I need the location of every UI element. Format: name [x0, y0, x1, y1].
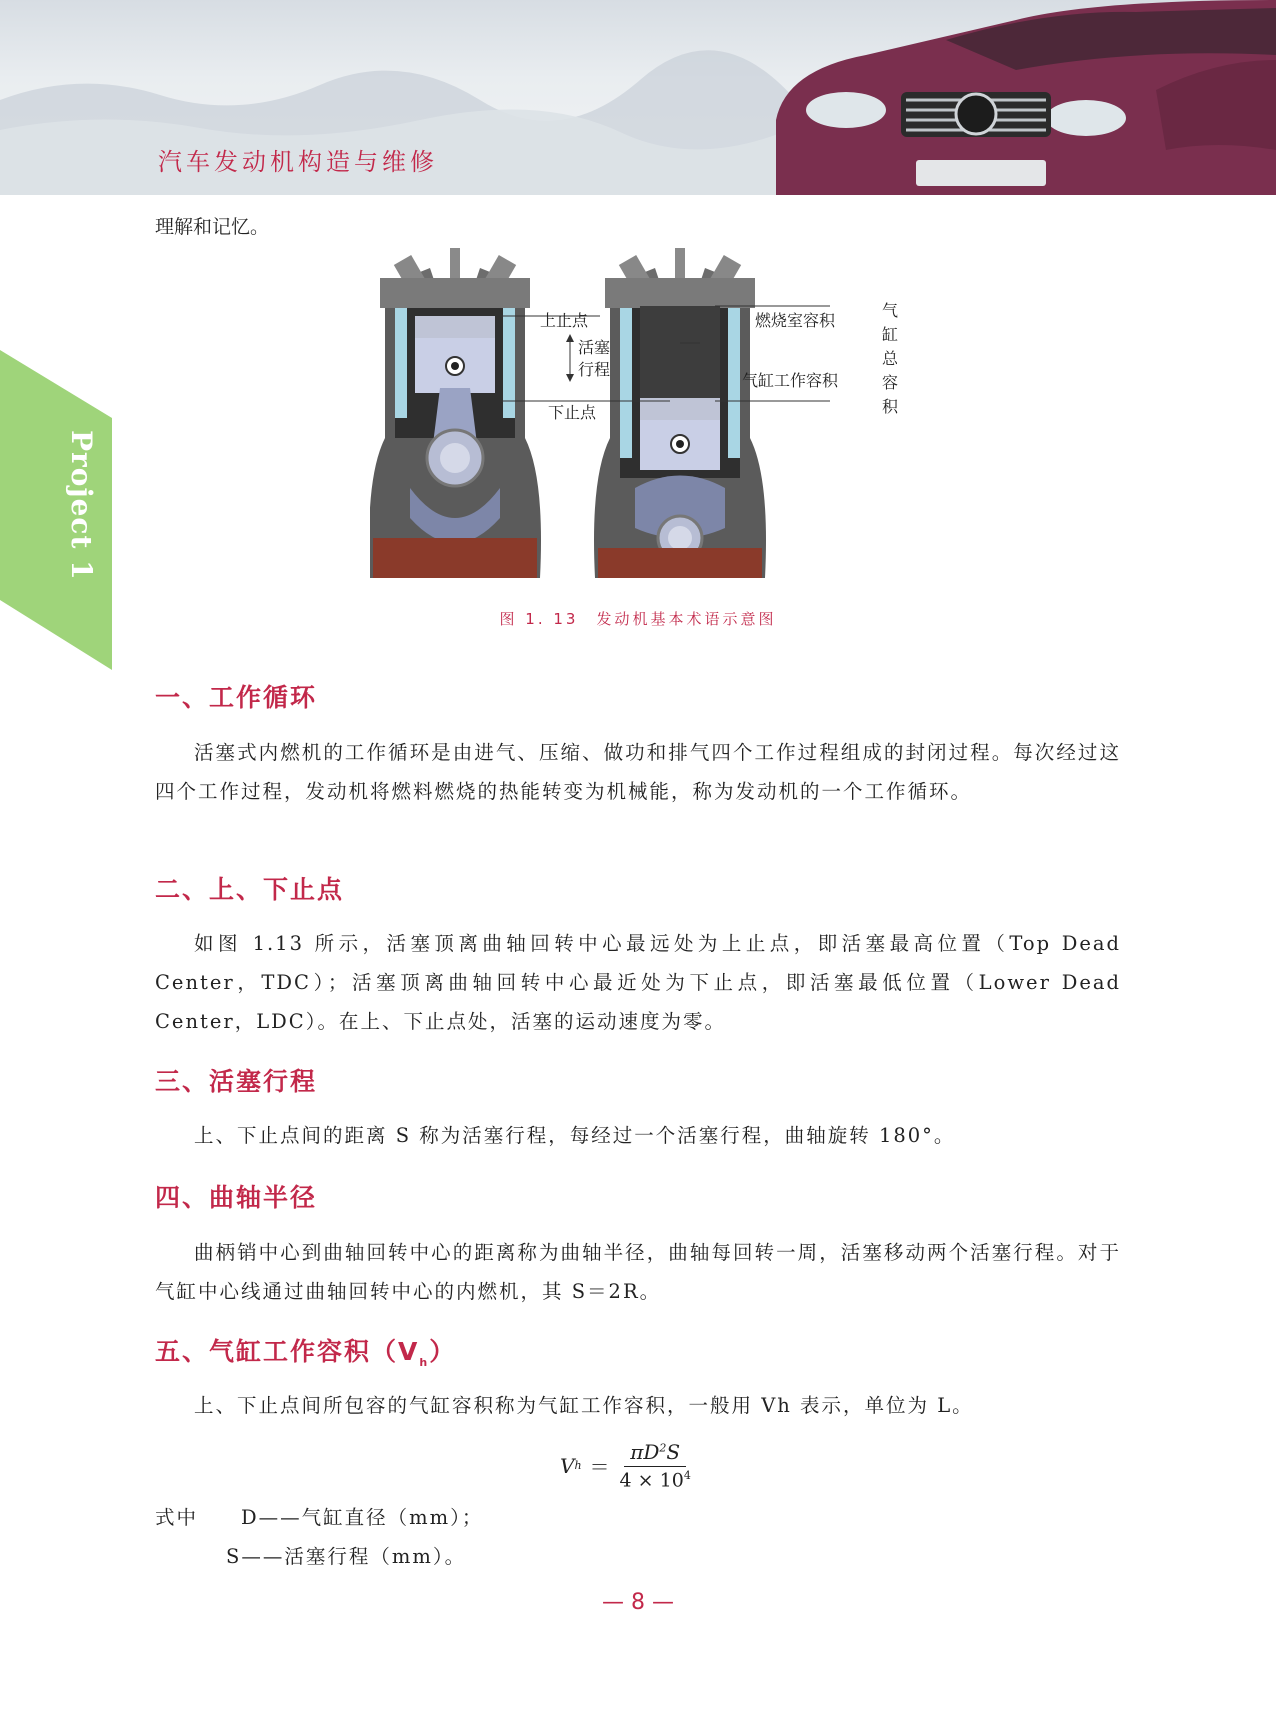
formula-num-sup: 2 — [659, 1441, 667, 1455]
book-title: 汽车发动机构造与维修 — [158, 148, 438, 176]
where-label: 式中 — [155, 1506, 199, 1529]
label-total-volume-2: 缸 — [882, 325, 899, 344]
section-heading-2: 二、上、下止点 — [155, 875, 345, 904]
label-stroke-2: 行程 — [578, 360, 611, 379]
volume-formula — [560, 1440, 691, 1491]
label-stroke-1: 活塞 — [578, 338, 611, 357]
formula-num-end: S — [666, 1440, 681, 1464]
engine-diagram — [370, 248, 910, 598]
formula-den: 4 × 10 — [619, 1469, 684, 1492]
formula-den-sup: 4 — [683, 1469, 691, 1482]
figure-caption: 图 1. 13 发动机基本术语示意图 — [499, 610, 777, 628]
label-total-volume-4: 容 — [882, 373, 899, 392]
car-image — [716, 0, 1276, 195]
section-text-3: 上、下止点间的距离 S 称为活塞行程，每经过一个活塞行程，曲轴旋转 180°。 — [194, 1124, 956, 1147]
engine-bdc-illustration — [594, 248, 766, 578]
section-heading-5-sub: h — [419, 1356, 430, 1369]
formula-lhs: V — [560, 1453, 575, 1478]
intro-text: 理解和记忆。 — [155, 216, 270, 238]
formula-num: πD — [630, 1440, 660, 1464]
label-total-volume-3: 总 — [882, 349, 899, 368]
formula-lhs-sub: h — [574, 1459, 582, 1473]
label-bdc: 下止点 — [548, 403, 597, 422]
label-tdc: 上止点 — [540, 311, 589, 330]
label-total-volume-5: 积 — [882, 397, 899, 416]
section-text-4: 曲柄销中心到曲轴回转中心的距离称为曲轴半径，曲轴每回转一周，活塞移动两个活塞行程。对于气缸中心线通过曲轴回转中心的内燃机，其 S＝2R。 — [155, 1241, 1121, 1303]
where-line-1: D——气缸直径（mm）； — [241, 1506, 484, 1529]
section-text-2: 如图 1.13 所示，活塞顶离曲轴回转中心最远处为上止点，即活塞最高位置（Top Dead Center，TDC）；活塞顶离曲轴回转中心最近处为下止点，即活塞最低位置（Lower Dead Center，LDC）。在上、下止点处，活塞的运动速度为零。 — [155, 932, 1121, 1033]
section-text-1: 活塞式内燃机的工作循环是由进气、压缩、做功和排气四个工作过程组成的封闭过程。每次经过这四个工作过程，发动机将燃料燃烧的热能转变为机械能，称为发动机的一个工作循环。 — [155, 741, 1121, 803]
label-total-volume-1: 气 — [882, 301, 899, 320]
engine-tdc-illustration — [370, 248, 541, 578]
page-number: — 8 — — [602, 1590, 674, 1615]
formula-fraction — [620, 1440, 691, 1491]
section-heading-1: 一、工作循环 — [155, 683, 318, 712]
section-heading-4: 四、曲轴半径 — [155, 1183, 318, 1212]
side-tab-label: Project 1 — [65, 430, 98, 581]
formula-where-line-1 — [155, 1502, 483, 1530]
formula-eq: ＝ — [589, 1455, 610, 1480]
formula-where-line-2: S——活塞行程（mm）。 — [226, 1545, 467, 1568]
label-combustion-volume: 燃烧室容积 — [755, 311, 836, 330]
section-text-5: 上、下止点间所包容的气缸容积称为气缸工作容积，一般用 Vh 表示，单位为 L。 — [194, 1394, 974, 1417]
section-heading-5-end: ） — [429, 1337, 457, 1366]
label-working-volume: 气缸工作容积 — [742, 371, 839, 390]
header-banner — [0, 0, 1276, 195]
section-heading-5 — [155, 1332, 456, 1369]
section-heading-3: 三、活塞行程 — [155, 1067, 318, 1096]
section-heading-5-main: 五、气缸工作容积（V — [155, 1337, 420, 1366]
